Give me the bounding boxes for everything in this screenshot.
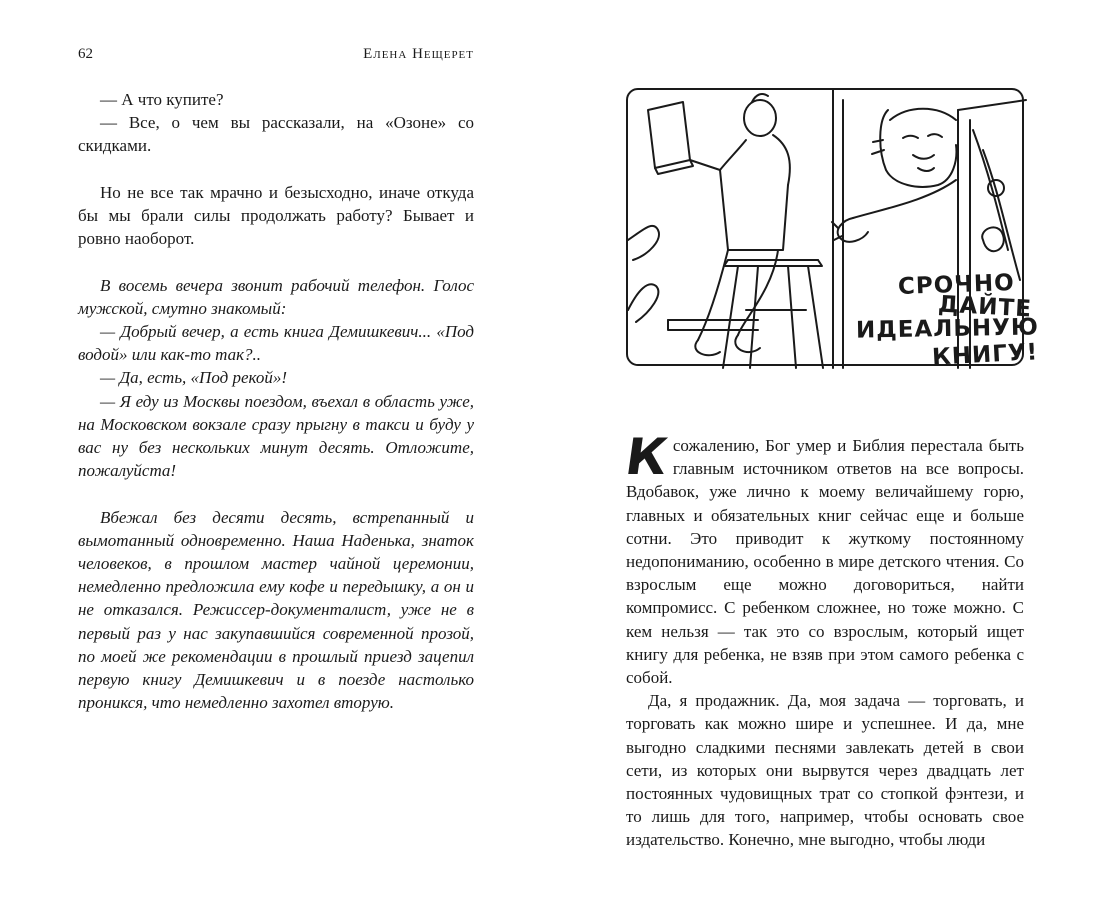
drop-cap: К — [621, 428, 671, 486]
paragraph: — Все, о чем вы рассказали, на «Озоне» со скидками. — [78, 113, 474, 156]
illustration — [626, 88, 1040, 371]
paragraph: Но не все так мрачно и безысходно, иначе откуда бы мы брали силы продолжать работу? Бывает и ровно наоборот. — [78, 182, 474, 249]
paragraph: Ксожалению, Бог умер и Библия перестала быть главным источником ответов на все вопросы. Вдобавок, уже лично к моему величайшему горю, главных и обязательных книг сейчас еще и больше сотни. Это приводит к жуткому постоянному недопониманию, особенно в мире детского чтения. Со взрослым еще можно договориться, найти компромисс. С ребенком сложнее, но тоже можно. С кем нельзя — так это со взрослым, который ищет книгу для ребенка, не взяв при этом самого ребенка с собой. — [621, 428, 1024, 688]
paragraph: — А что купите? — [100, 90, 224, 109]
left-text — [78, 88, 474, 714]
page-number: 62 — [78, 46, 93, 62]
paragraph: В восемь вечера звонит рабочий телефон. Голос мужской, смутно знакомый: — [78, 275, 474, 318]
paragraph: — Добрый вечер, а есть книга Демишкевич... «Под водой» или как-то так?.. — [78, 322, 474, 365]
paragraph: Вбежал без десяти десять, встрепанный и вымотанный одновременно. Наша Наденька, знаток человеков, в прошлом мастер чайной церемонии, немедленно предложила ему кофе и передышку, а он и не отказался. Режиссер-документалист, уже не в первый раз у нас закупавшийся современной прозой, по моей же рекомендации в прошлый приезд зацепил первую книгу Демишкевич и в поезде настолько проникся, что немедленно захотел вторую. — [78, 507, 474, 713]
paragraph: — Я еду из Москвы поездом, въехал в область уже, на Московском вокзале сразу прыгну в такси и буду у вас ну без нескольких минут десять. Отложите, пожалуйста! — [78, 391, 474, 481]
caption-line: СРОЧНО — [897, 269, 1016, 301]
caption-line: ДАЙТЕ — [937, 291, 1033, 323]
running-head: Елена Нещерет — [363, 46, 474, 62]
caption-line: ИДЕАЛЬНУЮ — [855, 314, 1040, 344]
right-text — [621, 428, 1024, 852]
paragraph: — Да, есть, «Под рекой»! — [100, 368, 287, 388]
paragraph: Да, я продажник. Да, моя задача — торговать, и торговать как можно шире и успешнее. И да, мне выгодно сладкими песнями завлекать детей в свои сети, из которых они вырвутся через двадцать лет постоянных чудовищных трат со стопкой фэнтези, и то лишь для того, например, чтобы основать свое издательство. Конечно, мне выгодно, чтобы люди — [626, 691, 1024, 850]
caption-line: КНИГУ! — [931, 339, 1039, 371]
